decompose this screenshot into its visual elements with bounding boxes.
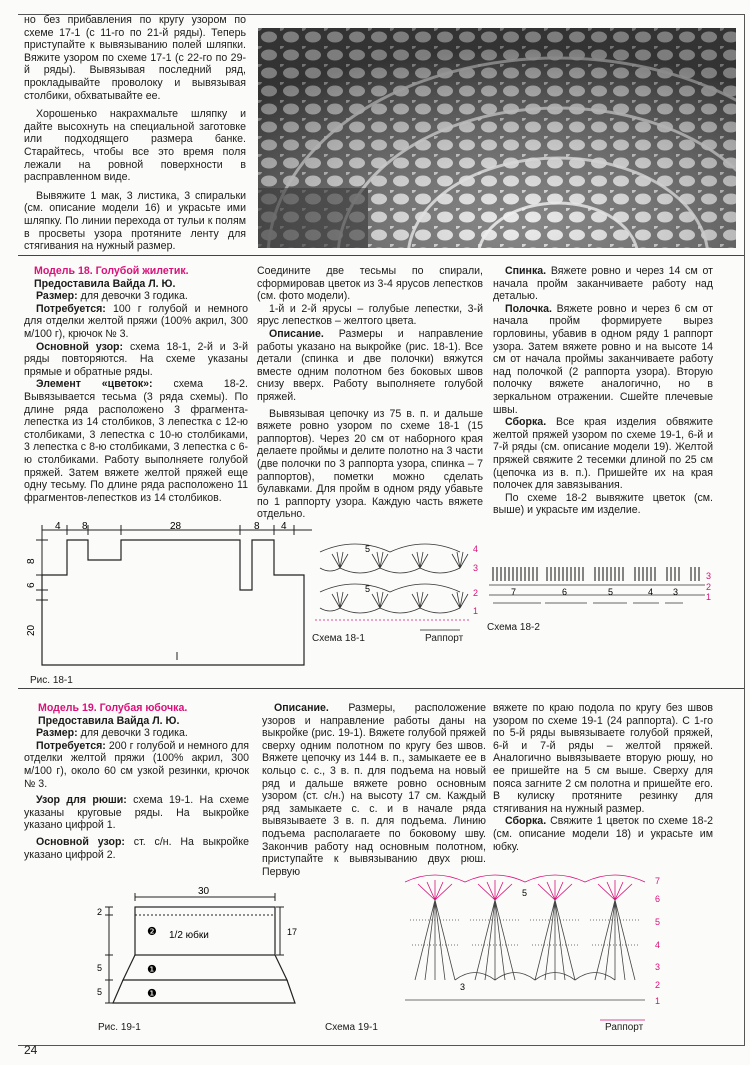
model18-col2-p2: 1-й и 2-й ярусы – голубые лепестки, 3-й ярус лепестков – желтого цвета. xyxy=(257,302,483,328)
model18-need-label: Потребуется: xyxy=(36,302,106,315)
lace-pattern-image xyxy=(258,28,736,248)
model19-title: Модель 19. Голубая юбочка. xyxy=(38,702,188,714)
fig19-width: 30 xyxy=(198,886,210,897)
scheme19-1-row-5: 5 xyxy=(655,917,661,927)
model19-need: 200 г голубой и немного для отделки желтой пряжи (100% акрил, 300 м/100 г), около 60 см узкой резинки, крючок № 3. xyxy=(24,739,250,790)
scheme18-2-count-6: 6 xyxy=(562,587,568,597)
model18-col1 xyxy=(24,265,248,504)
model19-desc: Размеры, расположение узоров и направление работы даны на выкройке (рис. 19-1). Вяжете голубой пряжей сверху одним полотном по кругу без швов. Вяжете цепочку из 144 в. п., замыкаете ее в кольцо с. с., 3 в. п. для подъема на новый ряд и дальше вяжете ровно основным узором (ст. с/н.) на высоту 17 см. Каждый ряд замыкаете с. с. и в начале ряда вывязываете 3 в. п. для подъема. Линию подъема располагаете по боковому шву. Закончив работу над основным полотном, приступайте к вывязыванию двух рюш. Первую xyxy=(262,702,486,878)
model19-col3-text: вяжете по краю подола по кругу без швов узором по схеме 19-1 (24 раппорта). С 1-го по 5-й ряды вывязываете голубой пряжей, 6-й и 7-й ряды – желтой пряжей. Аналогично вывязываете вторую рюшу, но ее пришейте на 5 см выше. Сверху для пояса загните 2 см полотна и пришейте его. В кулиску протяните резинку для стягивания на нужный размер. xyxy=(493,702,713,815)
model18-final: По схеме 18-2 вывяжите цветок (см. выше) и украсьте им изделие. xyxy=(493,491,713,517)
model19-size: для девочки 3 годика. xyxy=(80,727,188,740)
scheme-18-2-diagram xyxy=(485,565,715,610)
scheme18-2-row-2: 2 xyxy=(706,582,712,592)
scheme19-1-three: 3 xyxy=(460,982,466,992)
scheme19-1-row-1: 1 xyxy=(655,996,661,1006)
model18-desc: Размеры и направление работы указано на выкройке (рис. 18-1). Все детали (спинка и две полочки) вяжутся вместе одним полотном без боковых швов снизу вверх. Работу выполняете голубой пряжей. xyxy=(257,327,483,403)
lace-hat-photo xyxy=(258,28,736,248)
scheme18-1-row-1: 1 xyxy=(473,606,479,616)
model18-assembly-label: Сборка. xyxy=(505,416,547,429)
model18-col2-p1: Соедините две тесьмы по спирали, сформировав цветок из 3-4 ярусов лепестков (см. фото модели). xyxy=(257,265,483,303)
fig18-dim-2: 28 xyxy=(170,521,182,532)
model19-main: ст. с/н. На выкройке указано цифрой 2. xyxy=(24,835,249,861)
model18-assembly: Все края изделия обвяжите желтой пряжей узором по схеме 19-1, 6-й и 7-й ряды (см. описание модели 19). Желтой пряжей свяжите 2 тесемки длиной по 25 см (цепочка из в. п.). Пришейте их на края полочек для завязывания. xyxy=(493,416,714,492)
fig18-dim-1: 8 xyxy=(82,521,88,532)
top-paragraph-2: Хорошенько накрахмальте шляпку и дайте высохнуть на специальной заготовке или подходящего размера банке. Старайтесь, чтобы все это время поля лежали на ровной поверхности в расправленном виде. xyxy=(24,108,246,184)
scheme18-1-five-b: 5 xyxy=(365,584,371,594)
fig18-dim-6: 6 xyxy=(26,582,37,588)
scheme18-2-count-5: 5 xyxy=(608,587,614,597)
fig18-dim-7: 20 xyxy=(26,624,37,636)
model18-front-label: Полочка. xyxy=(505,302,552,315)
model18-flower-label: Элемент «цветок»: xyxy=(36,378,153,391)
model18-flower: схема 18-2. Вывязывается тесьма (3 ряда схемы). По длине ряда расположено 3 фрагмента-лепестка из 14 столбиков, 3 лепестка с 12-ю столбиками, 3 лепестка с 10-ю столбиками, 3 лепестка с 8-ю столбиками, 3 лепестка с 6-ю столбиками. Работу выполняете голубой пряжей. Затем вяжете желтой пряжей еще одну тесьму. По длине ряда расположено 11 фрагментов-лепестков из 14 столбиков. xyxy=(24,378,248,504)
model19-author: Предоставила Вайда Л. Ю. xyxy=(38,714,180,727)
scheme18-1-row-3: 3 xyxy=(473,563,479,573)
page-number: 24 xyxy=(24,1043,38,1057)
scheme-18-1-rapport: Раппорт xyxy=(425,633,464,644)
scheme-19-1-rapport: Раппорт xyxy=(605,1022,644,1033)
scheme-19-1-diagram xyxy=(400,870,675,1030)
fig-19-1-caption: Рис. 19-1 xyxy=(98,1022,141,1033)
separator-middle xyxy=(18,688,744,689)
model19-col1 xyxy=(24,702,249,861)
scheme19-1-row-6: 6 xyxy=(655,894,661,904)
top-paragraph-3: Вывяжите 1 мак, 3 листика, 3 спиральки (см. описание модели 16) и украсьте ими шляпку. По линии перехода от тульи к полям в просветы узора протяните ленту для стягивания на нужный размер. xyxy=(24,189,246,253)
model18-front: Вяжете ровно и через 6 см от начала пройм формируете вырез горловины, убавив в одном ряду 1 раппорт узора. Затем вяжете ровно и на высоте 14 см от начала проймы заканчиваете работу над полочкой (2 раппорта узора). Вторую полочку вяжете аналогично, но в зеркальном отражении. Сшейте плечевые швы. xyxy=(493,302,714,416)
scheme18-2-count-7: 7 xyxy=(511,587,517,597)
model19-size-label: Размер: xyxy=(36,727,78,740)
scheme-18-2-caption: Схема 18-2 xyxy=(487,622,540,633)
model18-size-label: Размер: xyxy=(36,290,78,303)
scheme19-1-row-4: 4 xyxy=(655,940,661,950)
fig19-dim-17: 17 xyxy=(287,927,298,937)
fig18-dim-3: 8 xyxy=(254,521,260,532)
separator-top xyxy=(18,255,744,256)
model18-pattern: схема 18-1, 2-й и 3-й ряды повторяются. На схеме указаны прямые и обратные ряды. xyxy=(24,340,248,378)
scheme18-2-row-3: 3 xyxy=(706,571,712,581)
model19-desc-label: Описание. xyxy=(274,702,329,714)
model18-desc-label: Описание. xyxy=(269,327,324,340)
scheme18-2-count-4: 4 xyxy=(648,587,654,597)
scheme-18-1-diagram xyxy=(310,538,480,638)
fig19-circle-2: ❷ xyxy=(147,926,157,938)
model18-pattern-label: Основной узор: xyxy=(36,340,124,353)
scheme18-2-count-3: 3 xyxy=(673,587,679,597)
scheme18-2-row-1: 1 xyxy=(706,592,712,602)
scheme-19-1-caption: Схема 19-1 xyxy=(325,1022,378,1033)
model19-assembly-label: Сборка. xyxy=(505,815,547,828)
fig18-dim-4: 4 xyxy=(281,521,287,532)
model18-col2 xyxy=(257,265,483,521)
model18-author: Предоставила Вайда Л. Ю. xyxy=(34,277,176,290)
model18-col2-p4: Вывязывая цепочку из 75 в. п. и дальше вяжете ровно узором по схеме 18-1 (15 раппортов). Через 20 см от наборного края делаете проймы и делите полотно на 3 части (две полочки по 3 раппорта узора, спинка – 7 раппортов), пометки можно сделать булавками. Для пройм в одном ряду убавьте по 1 раппорту узора. Каждую часть вяжете отдельно. xyxy=(257,407,483,521)
model19-col2 xyxy=(262,702,486,878)
model19-ruffle-label: Узор для рюши: xyxy=(36,794,127,807)
scheme19-1-five: 5 xyxy=(522,888,528,898)
model19-col3 xyxy=(493,702,713,853)
model19-need-label: Потребуется: xyxy=(36,739,106,752)
model18-col3 xyxy=(493,265,713,517)
scheme18-1-row-2: 2 xyxy=(473,588,479,598)
model18-title: Модель 18. Голубой жилетик. xyxy=(34,265,189,277)
fig18-dim-0: 4 xyxy=(55,521,61,532)
fig-18-1-diagram xyxy=(22,520,312,670)
top-paragraph-1: но без прибавления по кругу узором по схеме 17-1 (с 11-го по 21-й ряды). Теперь приступайте к вывязыванию полей шляпки. Вяжите узором по схеме 17-1 (с 22-го по 29-й ряды). Вывязывая последний ряд, прокладывайте проволоку и вывязывая столбики, обхватывайте ее. xyxy=(24,14,246,102)
model19-assembly: Свяжите 1 цветок по схеме 18-2 (см. описание модели 18) и украсьте им юбку. xyxy=(493,815,713,853)
scheme18-1-five-a: 5 xyxy=(365,544,371,554)
model18-size: для девочки 3 годика. xyxy=(80,290,188,303)
model18-back: Вяжете ровно и через 14 см от начала пройм заканчиваете работу над деталью. xyxy=(493,265,713,303)
model18-need: 100 г голубой и немного для отделки желтой пряжи (100% акрил, 300 м/100 г), крючок № 3. xyxy=(24,302,248,340)
fig-18-1-caption: Рис. 18-1 xyxy=(30,675,73,686)
fig19-circle-1a: ❶ xyxy=(147,964,157,976)
scheme19-1-row-3: 3 xyxy=(655,962,661,972)
model19-main-label: Основной узор: xyxy=(36,835,125,848)
fig-19-1-diagram xyxy=(95,885,305,1010)
fig19-dim-2: 2 xyxy=(97,907,103,917)
scheme18-1-row-4: 4 xyxy=(473,544,479,554)
fig19-half-label: 1/2 юбки xyxy=(169,930,209,941)
top-text-column xyxy=(24,14,246,253)
scheme-18-1-caption: Схема 18-1 xyxy=(312,633,365,644)
fig19-circle-1b: ❶ xyxy=(147,988,157,1000)
fig18-dim-5: 8 xyxy=(26,558,37,564)
scheme19-1-row-7: 7 xyxy=(655,876,661,886)
fig19-dim-5b: 5 xyxy=(97,987,103,997)
fig19-dim-5a: 5 xyxy=(97,963,103,973)
scheme19-1-row-2: 2 xyxy=(655,980,661,990)
model19-ruffle: схема 19-1. На схеме указаны круговые ряды. На выкройке указано цифрой 1. xyxy=(24,794,249,832)
model18-back-label: Спинка. xyxy=(505,265,547,277)
